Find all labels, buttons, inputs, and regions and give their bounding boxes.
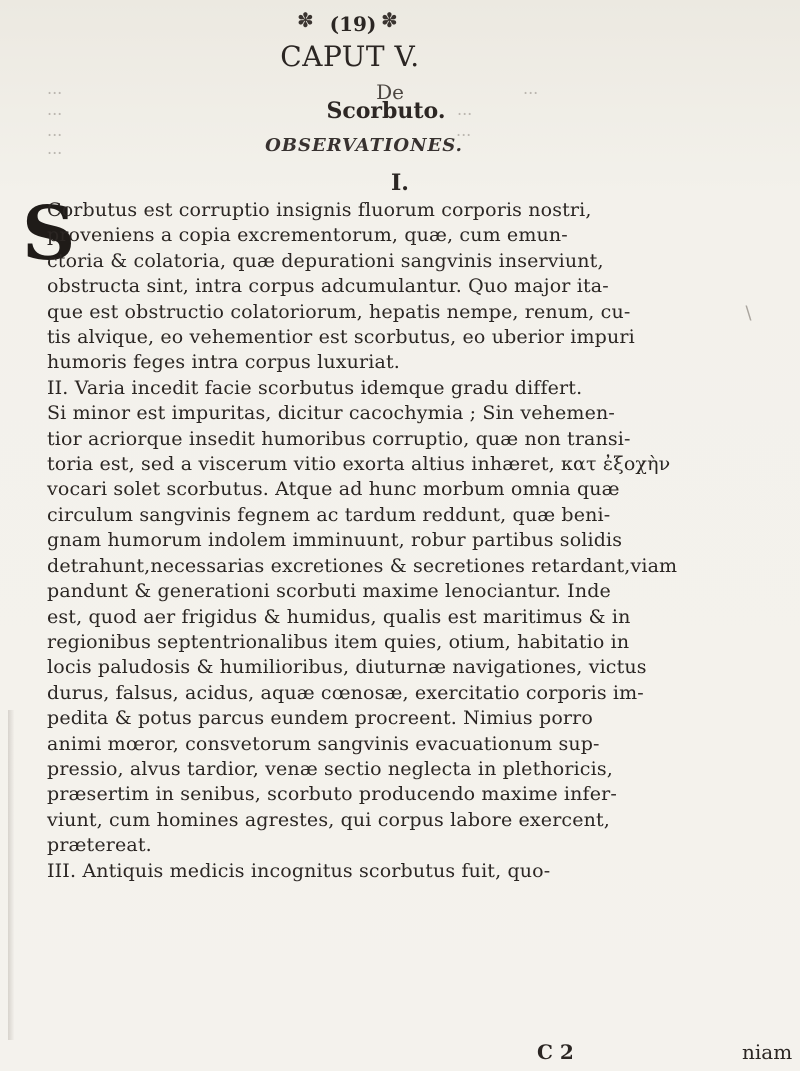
- text-line: est, quod aer frigidus & humidus, qualis est maritimus & in: [47, 605, 631, 628]
- text-line: durus, falsus, acidus, aquæ cœnosæ, exercitatio corporis im-: [47, 681, 644, 704]
- text-line: pedita & potus parcus eundem procreent. Nimius porro: [47, 707, 593, 730]
- text-line: animi mœror, consvetorum sangvinis evacuationum sup-: [47, 732, 600, 755]
- page-edge-mark: ∖: [742, 303, 754, 324]
- text-line: pandunt & generationi scorbuti maxime lenociantur. Inde: [47, 580, 611, 603]
- bleed-through-text: ...: [523, 79, 539, 98]
- bleed-through-text: ...: [47, 121, 63, 140]
- bleed-through-text: ...: [457, 100, 473, 119]
- text-line: tior acriorque insedit humoribus corruptio, quæ non transi-: [47, 427, 631, 450]
- signature-mark: C 2: [537, 1040, 574, 1064]
- right-ornament: ✽: [381, 8, 398, 32]
- text-line: regionibus septentrionalibus item quies, otium, habitatio in: [47, 630, 630, 653]
- section-numeral: I.: [391, 170, 409, 196]
- scan-shadow: [8, 710, 14, 1040]
- bleed-through-text: ...: [456, 121, 472, 140]
- left-ornament: ✽: [297, 8, 314, 32]
- text-line: humoris feges intra corpus luxuriat.: [47, 351, 400, 374]
- chapter-heading: CAPUT V.: [280, 40, 420, 73]
- text-line: II. Varia incedit facie scorbutus idemque gradu differt.: [47, 376, 583, 399]
- drop-cap: S: [22, 191, 76, 277]
- text-line: gnam humorum indolem imminuunt, robur partibus solidis: [47, 529, 623, 552]
- text-line: Corbutus est corruptio insignis fluorum corporis nostri,: [47, 199, 592, 221]
- main-body-text: [47, 198, 772, 884]
- text-line: locis paludosis & humilioribus, diuturnæ navigationes, victus: [47, 656, 647, 679]
- text-line: obstructa sint, intra corpus adcumulantur. Quo major ita-: [47, 275, 609, 298]
- text-line: tis alvique, eo vehementior est scorbutus, eo uberior impuri: [47, 326, 635, 349]
- bleed-through-text: ...: [47, 79, 63, 98]
- text-line: præsertim in senibus, scorbuto producendo maxime infer-: [47, 783, 617, 806]
- text-line: vocari solet scorbutus. Atque ad hunc morbum omnia quæ: [47, 478, 620, 501]
- catchword: niam: [742, 1040, 793, 1064]
- heading-prefix: De: [376, 80, 404, 104]
- bleed-through-text: ...: [47, 100, 63, 119]
- text-line: Si minor est impuritas, dicitur cacochymia ; Sin vehemen-: [47, 402, 615, 425]
- text-line: ctoria & colatoria, quæ depurationi sangvinis inserviunt,: [47, 249, 604, 272]
- section-subtitle: OBSERVATIONES.: [265, 135, 463, 156]
- text-line: III. Antiquis medicis incognitus scorbutus fuit, quo-: [47, 859, 551, 882]
- text-line: pressio, alvus tardior, venæ sectio neglecta in plethoricis,: [47, 757, 613, 780]
- bleed-through-text: ...: [47, 139, 63, 158]
- text-line: que est obstructio colatoriorum, hepatis nempe, renum, cu-: [47, 300, 631, 323]
- text-line: proveniens a copia excrementorum, quæ, cum emun-: [47, 224, 568, 247]
- chapter-title: Scorbuto.: [326, 98, 446, 124]
- text-line: prætereat.: [47, 834, 152, 857]
- text-line: circulum sangvinis fegnem ac tardum reddunt, quæ beni-: [47, 503, 611, 526]
- page-number: (19): [329, 12, 377, 36]
- text-line: toria est, sed a viscerum vitio exorta altius inhæret, κατ ἐξοχὴν: [47, 453, 671, 476]
- text-line: detrahunt,necessarias excretiones & secretiones retardant,viam: [47, 554, 678, 577]
- text-line: viunt, cum homines agrestes, qui corpus labore exercent,: [47, 808, 610, 831]
